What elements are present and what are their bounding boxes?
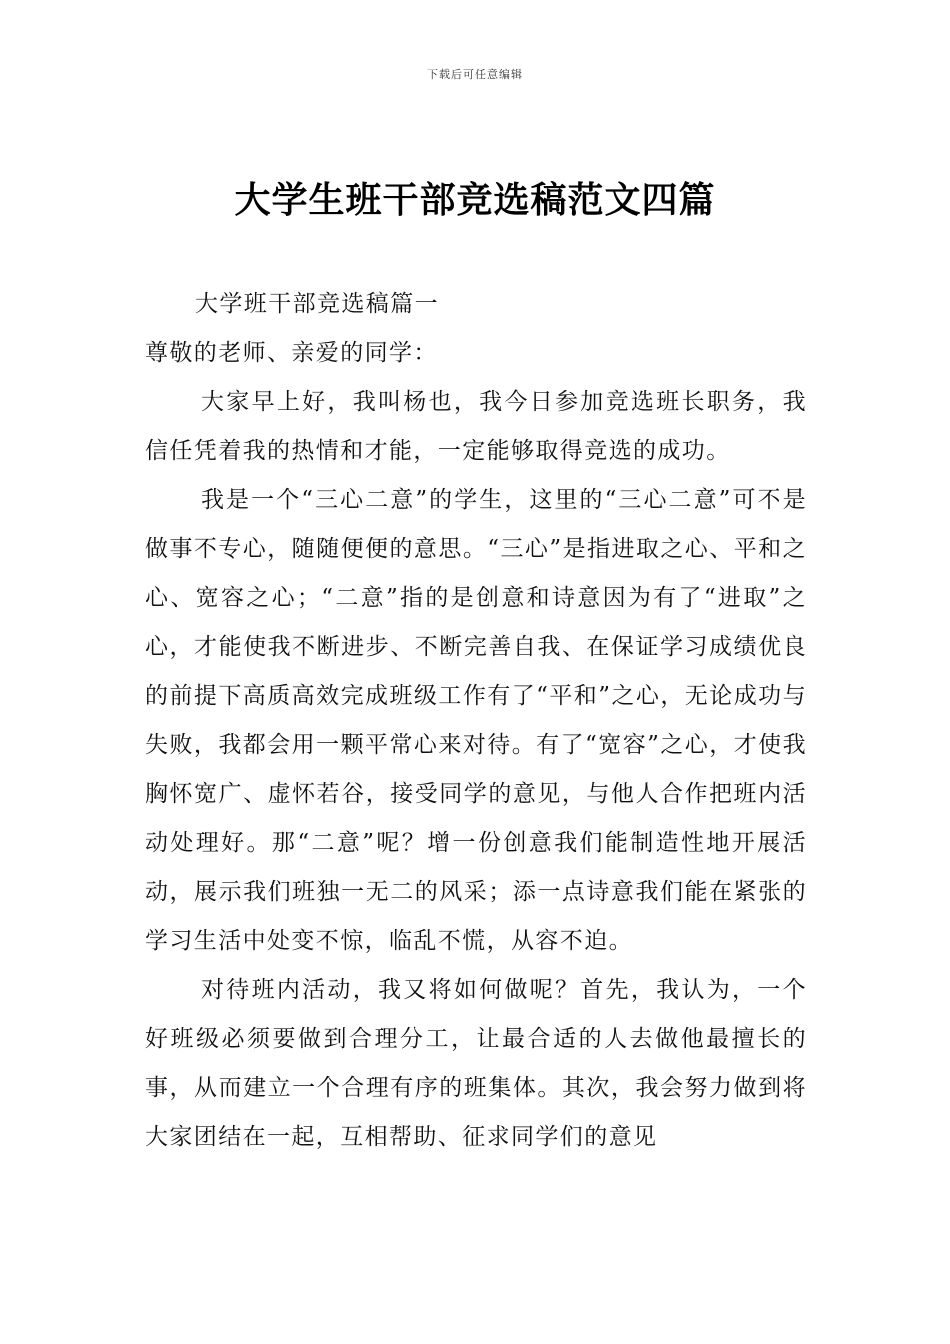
page-header-note: 下载后可任意编辑 xyxy=(427,68,523,81)
paragraph-intro: 大家早上好，我叫杨也，我今日参加竞选班长职务，我信任凭着我的热情和才能，一定能够取得竞选的成功。 xyxy=(145,389,807,464)
document-body xyxy=(145,280,807,1162)
section-heading: 大学班干部竞选稿篇一 xyxy=(195,291,439,317)
paragraph-three-hearts: 我是一个“三心二意”的学生，这里的“三心二意”可不是做事不专心，随随便便的意思。“三心”是指进取之心、平和之心、宽容之心；“二意”指的是创意和诗意因为有了“进取”之心，才能使我不断进步、不断完善自我、在保证学习成绩优良的前提下高质高效完成班级工作有了“平和”之心，无论成功与失败，我都会用一颗平常心来对待。有了“宽容”之心，才使我胸怀宽广、虚怀若谷，接受同学的意见，与他人合作把班内活动处理好。那“二意”呢？增一份创意我们能制造性地开展活动，展示我们班独一无二的风采；添一点诗意我们能在紧张的学习生活中处变不惊，临乱不慌，从容不迫。 xyxy=(145,487,807,954)
paragraph-class-activities: 对待班内活动，我又将如何做呢？首先，我认为，一个好班级必须要做到合理分工，让最合适的人去做他最擅长的事，从而建立一个合理有序的班集体。其次，我会努力做到将大家团结在一起，互相帮助、征求同学们的意见 xyxy=(145,977,807,1150)
salutation: 尊敬的老师、亲爱的同学： xyxy=(145,340,438,366)
document-title: 大学生班干部竞选稿范文四篇 xyxy=(234,180,716,221)
